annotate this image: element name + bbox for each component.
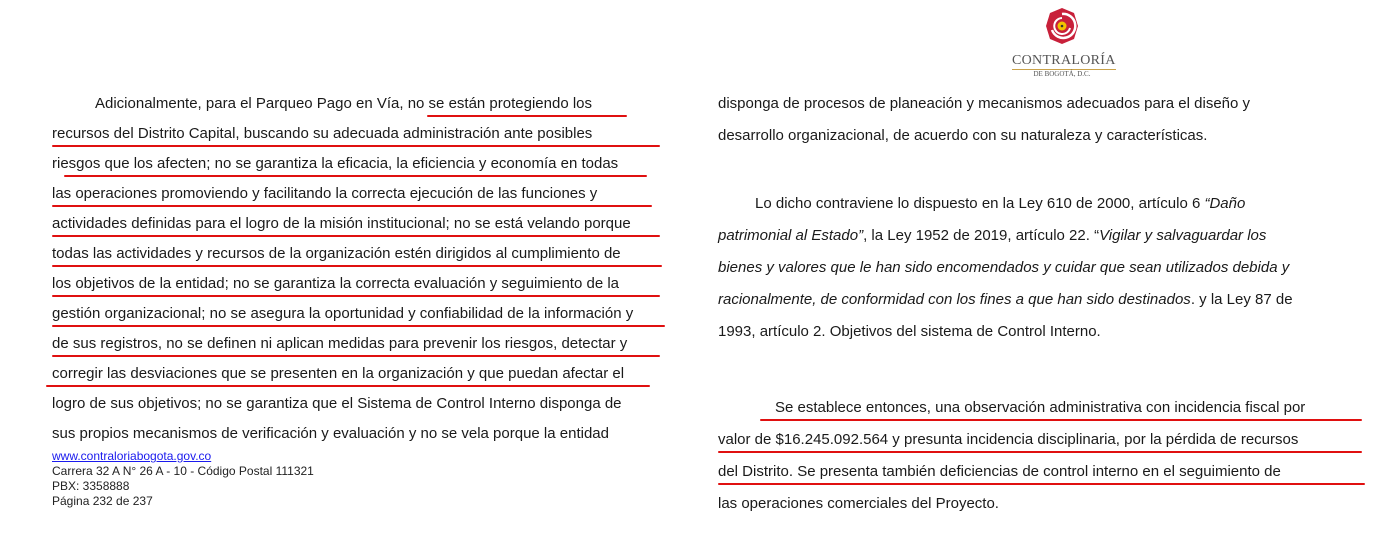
contraloria-logo xyxy=(1012,6,1116,78)
red-underline-mark xyxy=(760,419,1362,421)
body-text-line xyxy=(755,195,1245,213)
body-text-line xyxy=(718,95,1250,113)
text-segment: 1993, artículo 2. Objetivos del sistema de Control Interno. xyxy=(718,323,1101,340)
body-text-line: los objetivos de la entidad; no se garantiza la correcta evaluación y seguimiento de la xyxy=(52,275,620,292)
body-text-line: todas las actividades y recursos de la organización estén dirigidos al cumplimiento de xyxy=(52,245,621,262)
page-footer xyxy=(52,449,314,509)
text-segment: las operaciones comerciales del Proyecto. xyxy=(718,495,999,512)
body-text-line: sus propios mecanismos de verificación y evaluación y no se vela porque la entidad xyxy=(52,425,609,442)
red-underline-mark xyxy=(52,295,660,297)
logo-name: CONTRALORÍA xyxy=(1012,53,1116,68)
text-segment: desarrollo organizacional, de acuerdo con su naturaleza y características. xyxy=(718,127,1208,144)
right-document-page xyxy=(700,0,1394,558)
body-text-line xyxy=(718,127,1207,145)
red-underline-mark xyxy=(718,483,1365,485)
logo-subtitle: DE BOGOTÁ, D.C. xyxy=(1033,70,1091,78)
footer-address: Carrera 32 A N° 26 A - 10 - Código Postal 111321 xyxy=(52,464,314,478)
body-text-line xyxy=(718,323,1101,341)
body-text-line: corregir las desviaciones que se presenten en la organización y que puedan afectar el xyxy=(52,365,625,382)
red-underline-mark xyxy=(64,175,647,177)
italic-quote-text: Vigilar y salvaguardar los xyxy=(1099,227,1267,244)
text-segment: valor de $16.245.092.564 y presunta incidencia disciplinaria, por la pérdida de recursos xyxy=(718,431,1299,448)
body-text-line xyxy=(718,495,999,513)
body-text-line: logro de sus objetivos; no se garantiza que el Sistema de Control Interno disponga de xyxy=(52,395,622,412)
red-underline-mark xyxy=(52,235,660,237)
body-text-line xyxy=(718,259,1289,277)
body-text-line: recursos del Distrito Capital, buscando su adecuada administración ante posibles xyxy=(52,125,593,142)
body-text-line: gestión organizacional; no se asegura la oportunidad y confiabilidad de la información y xyxy=(52,305,634,322)
body-text-line: las operaciones promoviendo y facilitando la correcta ejecución de las funciones y xyxy=(52,185,598,202)
red-underline-mark xyxy=(52,205,652,207)
footer-website-link[interactable]: www.contraloriabogota.gov.co xyxy=(52,449,212,463)
body-text-line xyxy=(718,463,1281,481)
body-text-line xyxy=(718,227,1266,245)
text-segment: del Distrito. Se presenta también deficiencias de control interno en el seguimiento de xyxy=(718,463,1281,480)
body-text-line xyxy=(775,399,1305,417)
contraloria-emblem-icon xyxy=(1044,6,1080,46)
italic-quote-text: “Daño xyxy=(1204,195,1246,212)
italic-quote-text: bienes y valores que le han sido encomendados y cuidar que sean utilizados debida y xyxy=(718,259,1290,276)
text-segment: , la Ley 1952 de 2019, artículo 22. “ xyxy=(863,227,1100,244)
left-document-page xyxy=(0,0,690,558)
text-segment: . y la Ley 87 de xyxy=(1190,291,1293,308)
red-underline-mark xyxy=(52,265,662,267)
text-segment: Se establece entonces, una observación administrativa con incidencia fiscal por xyxy=(775,399,1306,416)
text-segment: disponga de procesos de planeación y mecanismos adecuados para el diseño y xyxy=(718,95,1251,112)
text-segment: Lo dicho contraviene lo dispuesto en la Ley 610 de 2000, artículo 6 xyxy=(755,195,1205,212)
footer-page-number: Página 232 de 237 xyxy=(52,494,153,508)
body-text-line xyxy=(718,431,1298,449)
body-text-line xyxy=(718,291,1293,309)
body-text-line: de sus registros, no se definen ni aplican medidas para prevenir los riesgos, detectar y xyxy=(52,335,628,352)
red-underline-mark xyxy=(52,355,660,357)
body-text-line: Adicionalmente, para el Parqueo Pago en Vía, no se están protegiendo los xyxy=(95,95,593,112)
italic-quote-text: patrimonial al Estado” xyxy=(718,227,864,244)
footer-phone: PBX: 3358888 xyxy=(52,479,130,493)
red-underline-mark xyxy=(718,451,1362,453)
body-text-line: riesgos que los afecten; no se garantiza la eficacia, la eficiencia y economía en todas xyxy=(52,155,619,172)
body-text-line: actividades definidas para el logro de la misión institucional; no se está velando porque xyxy=(52,215,631,232)
red-underline-mark xyxy=(427,115,627,117)
red-underline-mark xyxy=(52,145,660,147)
red-underline-mark xyxy=(46,385,650,387)
red-underline-mark xyxy=(52,325,665,327)
italic-quote-text: racionalmente, de conformidad con los fines a que han sido destinados xyxy=(718,291,1191,308)
